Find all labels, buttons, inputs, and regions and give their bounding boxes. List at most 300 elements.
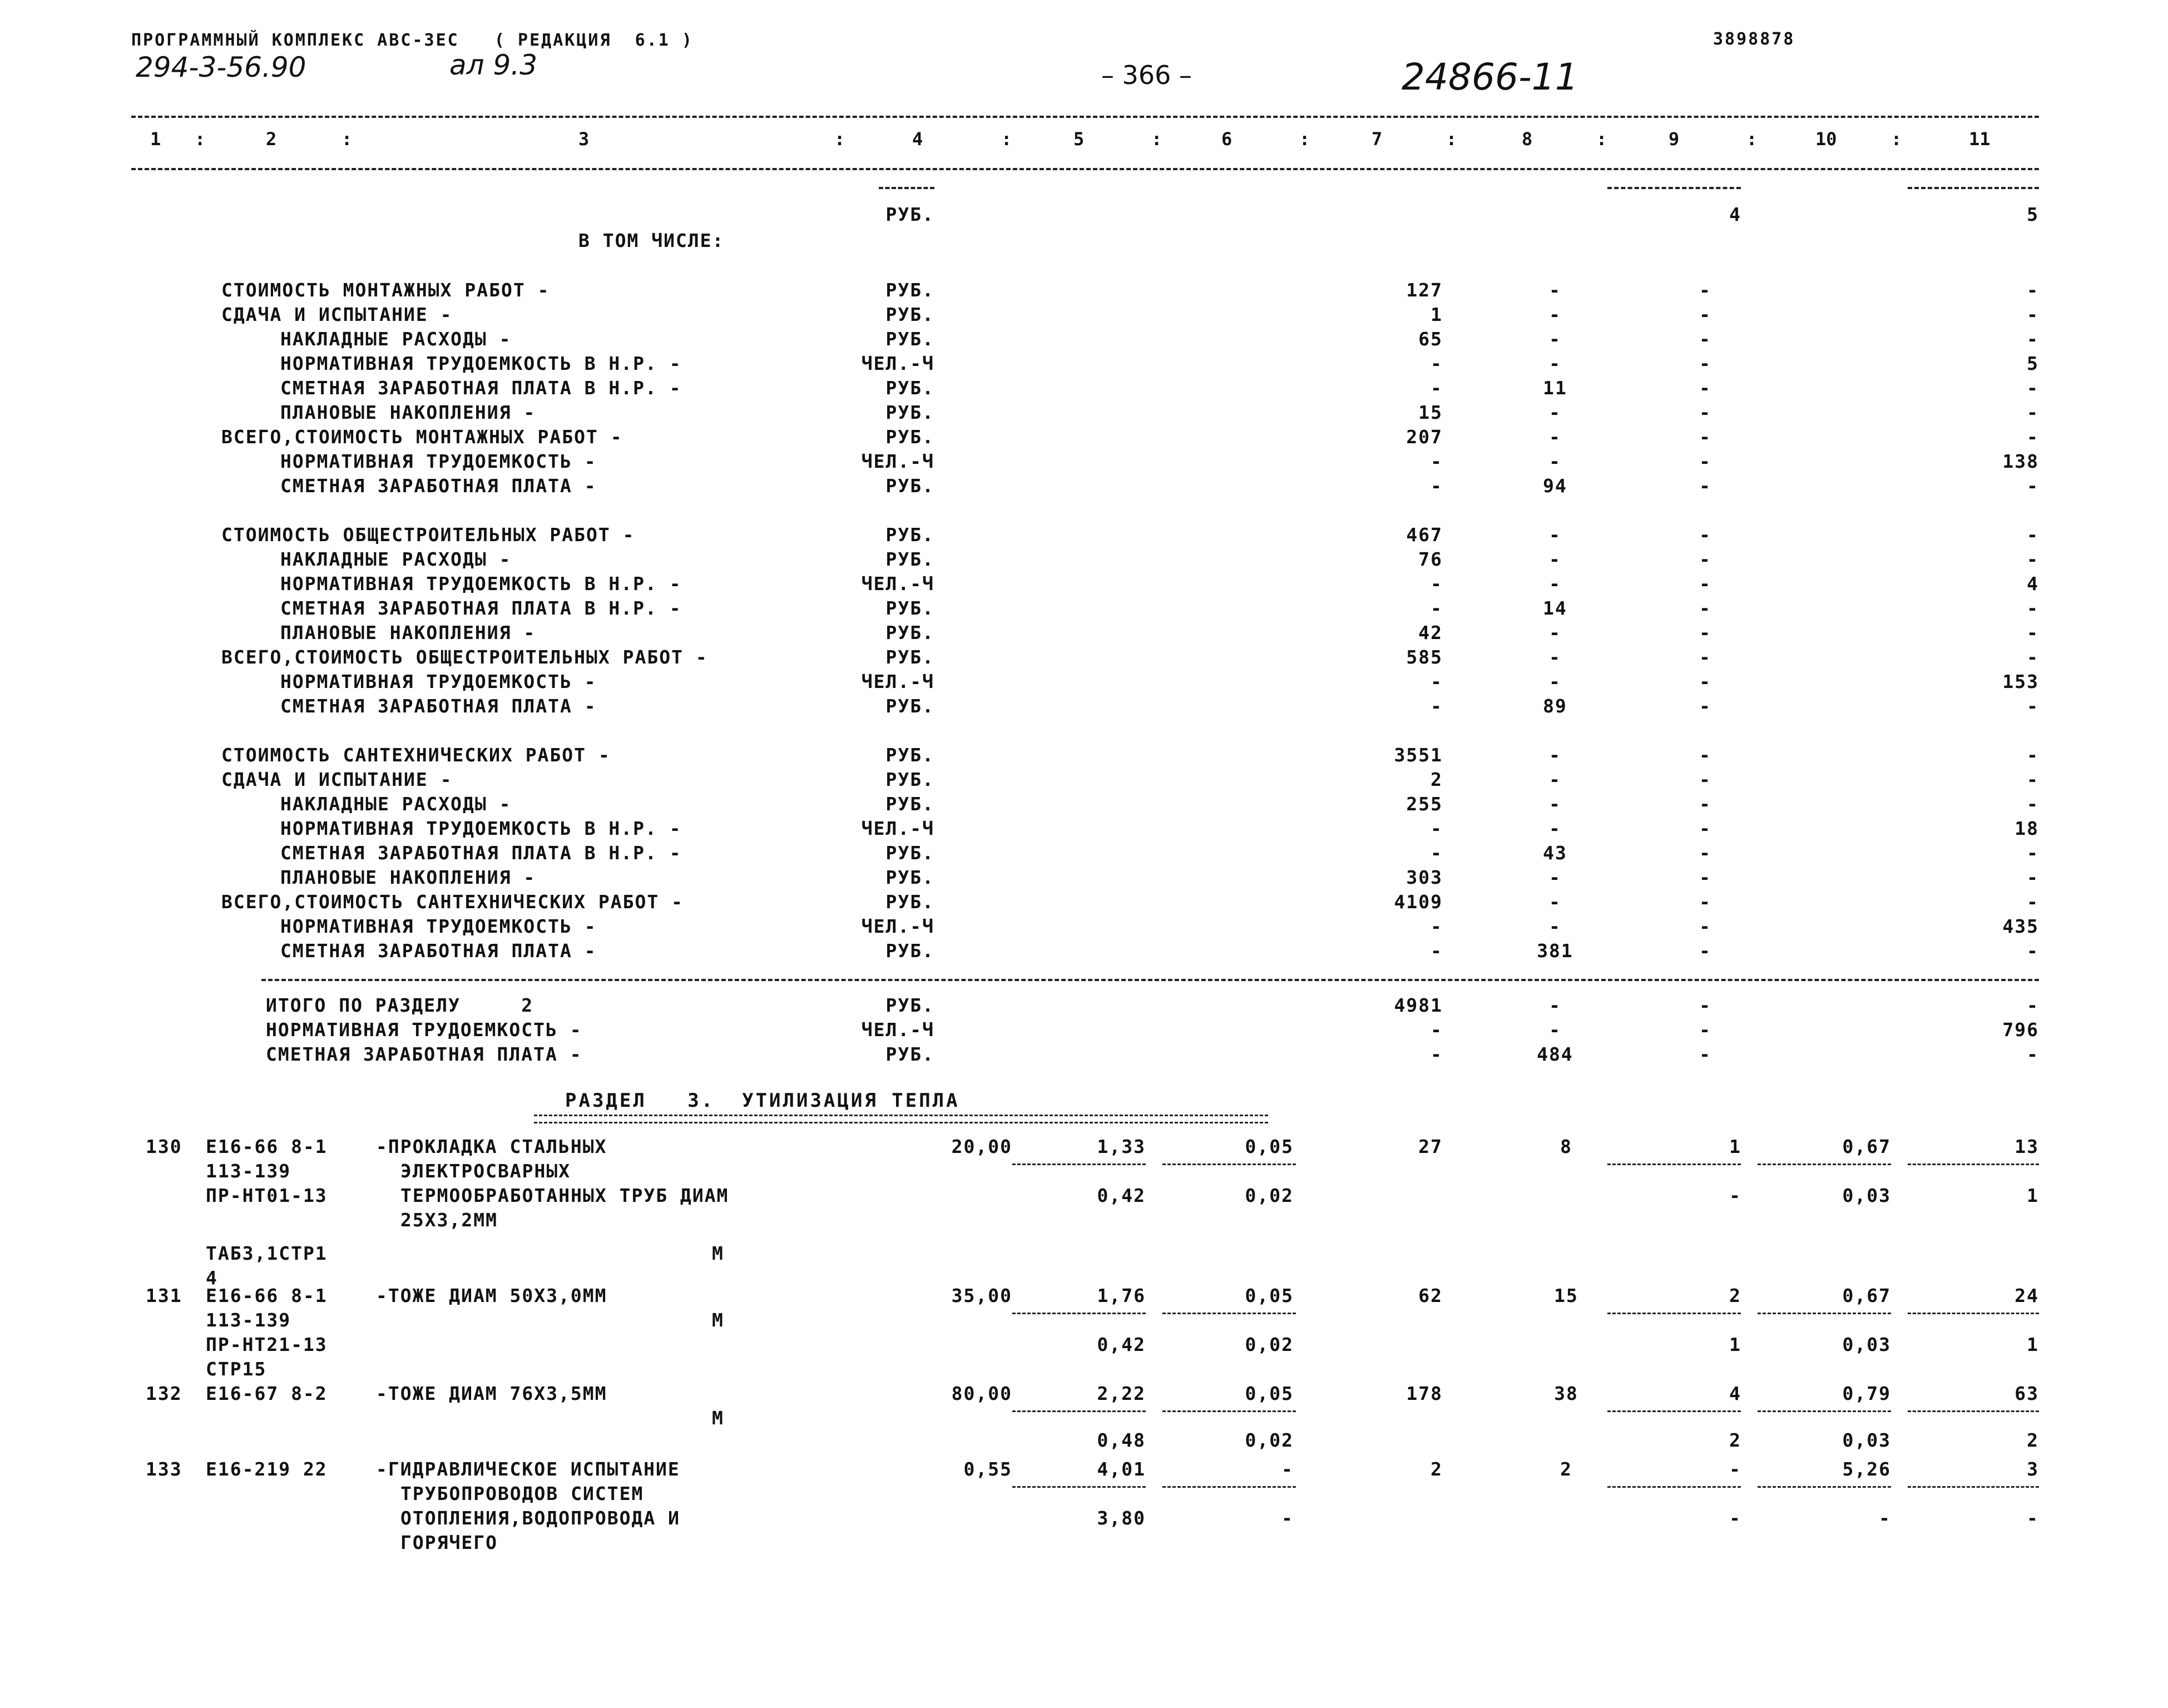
summary-row-label: ВСЕГО,СТОИМОСТЬ САНТЕХНИЧЕСКИХ РАБОТ - xyxy=(221,891,684,913)
summary-row-col7: 3551 xyxy=(1394,744,1443,766)
summary-row-col9: - xyxy=(1699,744,1711,766)
item-number: 132 xyxy=(146,1383,182,1404)
total-row-label: ИТОГО ПО РАЗДЕЛУ 2 xyxy=(266,994,534,1016)
cell-rule xyxy=(1758,1410,1891,1412)
summary-row-col8: - xyxy=(1549,402,1561,423)
total-row-unit: РУБ. xyxy=(885,1043,934,1065)
item-reference: 113-139 xyxy=(206,1160,291,1182)
summary-row-col8: 381 xyxy=(1537,940,1573,962)
summary-row-col11: 5 xyxy=(2027,353,2039,374)
summary-row-col8: 94 xyxy=(1543,475,1567,497)
summary-row-col7: 467 xyxy=(1406,524,1443,546)
item-col11: 63 xyxy=(2014,1383,2039,1404)
summary-row-col8: - xyxy=(1549,915,1561,937)
total-row-col9: - xyxy=(1699,1019,1711,1041)
summary-row-unit: РУБ. xyxy=(885,867,934,888)
summary-row-col11: - xyxy=(2027,793,2039,815)
item-col9: 4 xyxy=(1729,1383,1741,1404)
total-row-label: НОРМАТИВНАЯ ТРУДОЕМКОСТЬ - xyxy=(266,1019,582,1041)
summary-row xyxy=(0,547,2168,572)
item-col11: 3 xyxy=(2027,1458,2039,1480)
summary-row-label: ПЛАНОВЫЕ НАКОПЛЕНИЯ - xyxy=(280,622,536,643)
summary-row-col11: 435 xyxy=(2002,915,2039,937)
item-col9: 1 xyxy=(1729,1136,1741,1157)
total-row xyxy=(0,993,2168,1018)
summary-row xyxy=(0,351,2168,376)
item-number: 130 xyxy=(146,1136,182,1157)
item-col10-sub: 0,03 xyxy=(1842,1334,1891,1355)
col-sep: : xyxy=(1001,128,1012,150)
summary-row-col9: - xyxy=(1699,695,1711,717)
item-col10-sub: 0,03 xyxy=(1842,1185,1891,1206)
item-col6: 0,05 xyxy=(1245,1136,1294,1157)
item-col5-sub: 0,42 xyxy=(1097,1185,1146,1206)
section-title-underline xyxy=(534,1115,1268,1123)
item-description: -ПРОКЛАДКА СТАЛЬНЫХ xyxy=(376,1136,607,1157)
item-quantity: 80,00 xyxy=(951,1383,1012,1404)
summary-row-unit: РУБ. xyxy=(885,304,934,325)
summary-row-unit: РУБ. xyxy=(885,597,934,619)
summary-row xyxy=(0,327,2168,351)
summary-row-label: НОРМАТИВНАЯ ТРУДОЕМКОСТЬ - xyxy=(280,915,597,937)
summary-row-unit: ЧЕЛ.-Ч xyxy=(861,353,934,374)
col-num-8: 8 xyxy=(1522,128,1533,150)
cell-rule xyxy=(1607,1410,1741,1412)
summary-row-label: СТОИМОСТЬ ОБЩЕСТРОИТЕЛЬНЫХ РАБОТ - xyxy=(221,524,635,546)
summary-row-label: СДАЧА И ИСПЫТАНИЕ - xyxy=(221,304,453,325)
summary-row xyxy=(0,841,2168,865)
summary-row-col11: - xyxy=(2027,867,2039,888)
summary-row-unit: ЧЕЛ.-Ч xyxy=(861,818,934,839)
summary-row-label: ВСЕГО,СТОИМОСТЬ МОНТАЖНЫХ РАБОТ - xyxy=(221,426,623,448)
item-col10: 5,26 xyxy=(1842,1458,1891,1480)
carry-over-col9: 4 xyxy=(1729,204,1741,225)
summary-row-unit: ЧЕЛ.-Ч xyxy=(861,671,934,692)
col-num-3: 3 xyxy=(578,128,590,150)
summary-row-col7: 42 xyxy=(1418,622,1443,643)
summary-row xyxy=(0,303,2168,327)
summary-row-col7: 2 xyxy=(1431,769,1443,790)
summary-row-label: СМЕТНАЯ ЗАРАБОТНАЯ ПЛАТА В Н.Р. - xyxy=(280,597,682,619)
item-col11-sub: 1 xyxy=(2027,1185,2039,1206)
summary-row xyxy=(0,645,2168,670)
summary-row-col9: - xyxy=(1699,328,1711,350)
col-num-4: 4 xyxy=(912,128,923,150)
cell-rule xyxy=(1758,1486,1891,1488)
summary-row xyxy=(0,596,2168,621)
item-quantity: 35,00 xyxy=(951,1285,1012,1306)
item-unit: М xyxy=(712,1309,724,1331)
summary-row-col7: 207 xyxy=(1406,426,1443,448)
summary-row-col8: - xyxy=(1549,328,1561,350)
summary-row-col8: - xyxy=(1549,450,1561,472)
total-row-col8: - xyxy=(1549,994,1561,1016)
summary-row-col9: - xyxy=(1699,279,1711,301)
col-sep: : xyxy=(341,128,353,150)
item-number: 133 xyxy=(146,1458,182,1480)
item-description: -ГИДРАВЛИЧЕСКОЕ ИСПЫТАНИЕ xyxy=(376,1458,680,1480)
total-row-col7: - xyxy=(1431,1043,1443,1065)
col-num-5: 5 xyxy=(1073,128,1085,150)
col-num-6: 6 xyxy=(1221,128,1233,150)
cell-rule xyxy=(1162,1313,1296,1314)
item-col10: 0,79 xyxy=(1842,1383,1891,1404)
summary-row-unit: РУБ. xyxy=(885,524,934,546)
summary-row-col8: - xyxy=(1549,646,1561,668)
item-description: -ТОЖЕ ДИАМ 50Х3,0ММ xyxy=(376,1285,607,1306)
summary-row-label: НАКЛАДНЫЕ РАСХОДЫ - xyxy=(280,328,512,350)
total-row-unit: ЧЕЛ.-Ч xyxy=(861,1019,934,1041)
summary-row-col11: 138 xyxy=(2002,450,2039,472)
summary-row-col7: - xyxy=(1431,695,1443,717)
summary-row-col7: 4109 xyxy=(1394,891,1443,913)
summary-row-col7: 1 xyxy=(1431,304,1443,325)
item-col5-sub: 0,42 xyxy=(1097,1334,1146,1355)
summary-row xyxy=(0,425,2168,449)
summary-row-unit: РУБ. xyxy=(885,548,934,570)
cell-rule xyxy=(1607,1486,1741,1488)
summary-row-col8: - xyxy=(1549,573,1561,595)
item-quantity: 0,55 xyxy=(963,1458,1012,1480)
summary-row-col9: - xyxy=(1699,891,1711,913)
summary-row xyxy=(0,890,2168,914)
summary-row-col9: - xyxy=(1699,304,1711,325)
item-col6-sub: 0,02 xyxy=(1245,1185,1294,1206)
item-col9-sub: 2 xyxy=(1729,1429,1741,1451)
summary-row-unit: РУБ. xyxy=(885,695,934,717)
summary-row-col11: - xyxy=(2027,279,2039,301)
summary-row xyxy=(0,694,2168,719)
total-row xyxy=(0,1042,2168,1067)
summary-row-col9: - xyxy=(1699,475,1711,497)
summary-row-label: ПЛАНОВЫЕ НАКОПЛЕНИЯ - xyxy=(280,867,536,888)
col-num-9: 9 xyxy=(1669,128,1680,150)
item-col6-sub: - xyxy=(1281,1507,1294,1529)
summary-row-col9: - xyxy=(1699,377,1711,399)
item-description-cont: ГОРЯЧЕГО xyxy=(400,1532,498,1553)
summary-row-col8: - xyxy=(1549,279,1561,301)
summary-row-unit: РУБ. xyxy=(885,842,934,864)
cell-rule xyxy=(1908,1164,2039,1165)
summary-row xyxy=(0,400,2168,425)
summary-row-col11: - xyxy=(2027,622,2039,643)
summary-row-col9: - xyxy=(1699,646,1711,668)
summary-row-label: НАКЛАДНЫЕ РАСХОДЫ - xyxy=(280,548,512,570)
summary-row-unit: РУБ. xyxy=(885,279,934,301)
total-row-col7: - xyxy=(1431,1019,1443,1041)
summary-row xyxy=(0,621,2168,645)
summary-row-col9: - xyxy=(1699,818,1711,839)
summary-row-col8: - xyxy=(1549,744,1561,766)
item-norm-code: Е16-66 8-1 xyxy=(206,1285,328,1306)
item-col9-sub: 1 xyxy=(1729,1334,1741,1355)
summary-row xyxy=(0,768,2168,792)
summary-row-col8: 43 xyxy=(1543,842,1567,864)
item-col9-sub: - xyxy=(1729,1507,1741,1529)
summary-row xyxy=(0,523,2168,547)
cell-rule xyxy=(1908,1486,2039,1488)
summary-row-col8: - xyxy=(1549,353,1561,374)
cell-rule xyxy=(1908,1410,2039,1412)
summary-row-label: СМЕТНАЯ ЗАРАБОТНАЯ ПЛАТА - xyxy=(280,475,597,497)
summary-row-label: СМЕТНАЯ ЗАРАБОТНАЯ ПЛАТА В Н.Р. - xyxy=(280,377,682,399)
summary-row-col7: 65 xyxy=(1418,328,1443,350)
item-col5: 4,01 xyxy=(1097,1458,1146,1480)
total-row-unit: РУБ. xyxy=(885,994,934,1016)
summary-row-col8: 14 xyxy=(1543,597,1567,619)
summary-row-unit: РУБ. xyxy=(885,402,934,423)
summary-row-col9: - xyxy=(1699,915,1711,937)
summary-row-col7: - xyxy=(1431,940,1443,962)
col-num-11: 11 xyxy=(1969,128,1991,150)
item-col7: 2 xyxy=(1431,1458,1443,1480)
item-col9: - xyxy=(1729,1458,1741,1480)
cell-rule xyxy=(1908,1313,2039,1314)
summary-row-unit: РУБ. xyxy=(885,377,934,399)
item-col5: 2,22 xyxy=(1097,1383,1146,1404)
rule-top xyxy=(131,116,2039,118)
summary-row-label: СДАЧА И ИСПЫТАНИЕ - xyxy=(221,769,453,790)
item-col9-sub: - xyxy=(1729,1185,1741,1206)
summary-row-col9: - xyxy=(1699,940,1711,962)
item-col10-sub: - xyxy=(1879,1507,1891,1529)
cell-rule xyxy=(1012,1313,1146,1314)
summary-row-col11: - xyxy=(2027,426,2039,448)
summary-row-col9: - xyxy=(1699,402,1711,423)
item-col11-sub: - xyxy=(2027,1507,2039,1529)
summary-row-col11: - xyxy=(2027,695,2039,717)
item-col6: - xyxy=(1281,1458,1294,1480)
summary-row-col9: - xyxy=(1699,597,1711,619)
handwritten-album: ал 9.3 xyxy=(449,49,538,81)
summary-row-col9: - xyxy=(1699,353,1711,374)
item-norm-code: Е16-67 8-2 xyxy=(206,1383,328,1404)
summary-row-col7: - xyxy=(1431,597,1443,619)
summary-row-unit: ЧЕЛ.-Ч xyxy=(861,450,934,472)
summary-row-col7: - xyxy=(1431,475,1443,497)
col-num-2: 2 xyxy=(266,128,277,150)
summary-row-col9: - xyxy=(1699,426,1711,448)
item-col6-sub: 0,02 xyxy=(1245,1334,1294,1355)
summary-row-unit: РУБ. xyxy=(885,769,934,790)
summary-row-col11: - xyxy=(2027,377,2039,399)
item-description-cont: 25Х3,2ММ xyxy=(400,1209,498,1231)
col-sep: : xyxy=(1299,128,1310,150)
item-reference-3: СТР15 xyxy=(206,1358,267,1380)
summary-row-col11: - xyxy=(2027,402,2039,423)
item-col10: 0,67 xyxy=(1842,1285,1891,1306)
summary-row xyxy=(0,914,2168,939)
summary-row-unit: РУБ. xyxy=(885,940,934,962)
summary-row xyxy=(0,865,2168,890)
summary-row-col8: - xyxy=(1549,524,1561,546)
total-row-col9: - xyxy=(1699,1043,1711,1065)
summary-row-unit: РУБ. xyxy=(885,426,934,448)
summary-row-col7: 303 xyxy=(1406,867,1443,888)
item-description-cont: ТЕРМООБРАБОТАННЫХ ТРУБ ДИАМ xyxy=(400,1185,729,1206)
summary-row-col8: - xyxy=(1549,769,1561,790)
rule-top-col9 xyxy=(1607,187,1741,189)
cell-rule xyxy=(1607,1313,1741,1314)
item-unit: М xyxy=(712,1407,724,1429)
item-col6-sub: 0,02 xyxy=(1245,1429,1294,1451)
rule-before-total xyxy=(261,979,2039,981)
item-col10-sub: 0,03 xyxy=(1842,1429,1891,1451)
total-row-col8: - xyxy=(1549,1019,1561,1041)
item-description-cont: ЭЛЕКТРОСВАРНЫХ xyxy=(400,1160,571,1182)
summary-row-label: СТОИМОСТЬ МОНТАЖНЫХ РАБОТ - xyxy=(221,279,550,301)
item-reference-2: ПР-НТ01-13 xyxy=(206,1185,328,1206)
item-norm-code: Е16-66 8-1 xyxy=(206,1136,328,1157)
total-row-col11: - xyxy=(2027,994,2039,1016)
col-sep: : xyxy=(1446,128,1457,150)
summary-row xyxy=(0,816,2168,841)
summary-row-col7: 255 xyxy=(1406,793,1443,815)
summary-row-label: СМЕТНАЯ ЗАРАБОТНАЯ ПЛАТА В Н.Р. - xyxy=(280,842,682,864)
cell-rule xyxy=(1012,1164,1146,1165)
summary-row-col7: 127 xyxy=(1406,279,1443,301)
cell-rule xyxy=(1012,1410,1146,1412)
summary-row-col8: 11 xyxy=(1543,377,1567,399)
summary-row xyxy=(0,449,2168,474)
summary-row-col9: - xyxy=(1699,548,1711,570)
item-col11: 13 xyxy=(2014,1136,2039,1157)
summary-row-col7: - xyxy=(1431,818,1443,839)
summary-row-col9: - xyxy=(1699,573,1711,595)
item-col5-sub: 3,80 xyxy=(1097,1507,1146,1529)
item-col5-sub: 0,48 xyxy=(1097,1429,1146,1451)
item-col5: 1,33 xyxy=(1097,1136,1146,1157)
item-description-cont: ТРУБОПРОВОДОВ СИСТЕМ xyxy=(400,1483,644,1504)
summary-row-label: ПЛАНОВЫЕ НАКОПЛЕНИЯ - xyxy=(280,402,536,423)
cell-rule xyxy=(1758,1313,1891,1314)
col-sep: : xyxy=(195,128,206,150)
summary-row-col9: - xyxy=(1699,524,1711,546)
cell-rule xyxy=(1607,1164,1741,1165)
carry-over-col11: 5 xyxy=(2027,204,2039,225)
summary-row xyxy=(0,743,2168,768)
summary-row-col11: - xyxy=(2027,475,2039,497)
cell-rule xyxy=(1012,1486,1146,1488)
summary-row xyxy=(0,670,2168,694)
summary-row-col11: - xyxy=(2027,891,2039,913)
summary-row-col7: - xyxy=(1431,842,1443,864)
item-description-cont: ОТОПЛЕНИЯ,ВОДОПРОВОДА И xyxy=(400,1507,680,1529)
summary-row-unit: РУБ. xyxy=(885,646,934,668)
summary-row xyxy=(0,376,2168,400)
summary-row-col7: - xyxy=(1431,671,1443,692)
cell-rule xyxy=(1162,1164,1296,1165)
summary-row-col11: - xyxy=(2027,597,2039,619)
cell-rule xyxy=(1162,1410,1296,1412)
total-row-label: СМЕТНАЯ ЗАРАБОТНАЯ ПЛАТА - xyxy=(266,1043,582,1065)
col-sep: : xyxy=(1891,128,1902,150)
summary-row-unit: РУБ. xyxy=(885,793,934,815)
summary-row-col9: - xyxy=(1699,622,1711,643)
summary-row-col7: 76 xyxy=(1418,548,1443,570)
item-col6: 0,05 xyxy=(1245,1383,1294,1404)
item-col5: 1,76 xyxy=(1097,1285,1146,1306)
summary-row-unit: РУБ. xyxy=(885,328,934,350)
summary-row-col11: - xyxy=(2027,304,2039,325)
summary-row-col8: - xyxy=(1549,867,1561,888)
summary-row-label: НОРМАТИВНАЯ ТРУДОЕМКОСТЬ В Н.Р. - xyxy=(280,353,682,374)
item-col8: 38 xyxy=(1554,1383,1578,1404)
summary-row-col9: - xyxy=(1699,793,1711,815)
summary-row-col8: 89 xyxy=(1543,695,1567,717)
handwritten-document-number: 24866-11 xyxy=(1402,56,1578,98)
item-description: -ТОЖЕ ДИАМ 76Х3,5ММ xyxy=(376,1383,607,1404)
document-code: 3898878 xyxy=(1713,29,1795,49)
summary-row-unit: РУБ. xyxy=(885,744,934,766)
section-title: РАЗДЕЛ 3. УТИЛИЗАЦИЯ ТЕПЛА xyxy=(565,1090,960,1112)
item-col6: 0,05 xyxy=(1245,1285,1294,1306)
summary-row xyxy=(0,792,2168,816)
total-row xyxy=(0,1018,2168,1042)
summary-row-unit: РУБ. xyxy=(885,891,934,913)
summary-row-col8: - xyxy=(1549,426,1561,448)
summary-row-unit: РУБ. xyxy=(885,475,934,497)
item-col8: 8 xyxy=(1560,1136,1572,1157)
summary-row xyxy=(0,278,2168,303)
summary-row-label: СМЕТНАЯ ЗАРАБОТНАЯ ПЛАТА - xyxy=(280,940,597,962)
carry-over-row xyxy=(0,202,2168,227)
col-num-7: 7 xyxy=(1372,128,1383,150)
item-col11: 24 xyxy=(2014,1285,2039,1306)
summary-row xyxy=(0,939,2168,963)
summary-row-col9: - xyxy=(1699,450,1711,472)
item-number: 131 xyxy=(146,1285,182,1306)
summary-row-col11: - xyxy=(2027,646,2039,668)
item-col10: 0,67 xyxy=(1842,1136,1891,1157)
summary-row-col11: 18 xyxy=(2014,818,2039,839)
item-quantity: 20,00 xyxy=(951,1136,1012,1157)
item-col8: 15 xyxy=(1554,1285,1578,1306)
item-reference-2: ПР-НТ21-13 xyxy=(206,1334,328,1355)
item-col11-sub: 2 xyxy=(2027,1429,2039,1451)
total-row-col7: 4981 xyxy=(1394,994,1443,1016)
summary-row-unit: РУБ. xyxy=(885,622,934,643)
col-sep: : xyxy=(1596,128,1607,150)
summary-row-col9: - xyxy=(1699,769,1711,790)
summary-row-col8: - xyxy=(1549,622,1561,643)
summary-row-label: СТОИМОСТЬ САНТЕХНИЧЕСКИХ РАБОТ - xyxy=(221,744,611,766)
summary-row-col11: - xyxy=(2027,940,2039,962)
summary-row-col7: - xyxy=(1431,353,1443,374)
item-col11-sub: 1 xyxy=(2027,1334,2039,1355)
rule-top-col11 xyxy=(1908,187,2039,189)
summary-row-col8: - xyxy=(1549,818,1561,839)
summary-row-col7: 585 xyxy=(1406,646,1443,668)
col-sep: : xyxy=(1746,128,1758,150)
summary-row-col11: 4 xyxy=(2027,573,2039,595)
subtitle-including: В ТОМ ЧИСЛЕ: xyxy=(578,230,725,251)
summary-row-col11: 153 xyxy=(2002,671,2039,692)
summary-row-col8: - xyxy=(1549,548,1561,570)
summary-row-col8: - xyxy=(1549,891,1561,913)
col-num-10: 10 xyxy=(1815,128,1837,150)
summary-row-col11: - xyxy=(2027,328,2039,350)
col-num-1: 1 xyxy=(150,128,161,150)
summary-row-col8: - xyxy=(1549,793,1561,815)
carry-over-unit: РУБ. xyxy=(885,204,934,225)
summary-row-label: НОРМАТИВНАЯ ТРУДОЕМКОСТЬ В Н.Р. - xyxy=(280,818,682,839)
summary-row-label: НАКЛАДНЫЕ РАСХОДЫ - xyxy=(280,793,512,815)
cell-rule xyxy=(1162,1486,1296,1488)
item-col7: 178 xyxy=(1406,1383,1443,1404)
summary-row xyxy=(0,474,2168,498)
col-sep: : xyxy=(1151,128,1162,150)
